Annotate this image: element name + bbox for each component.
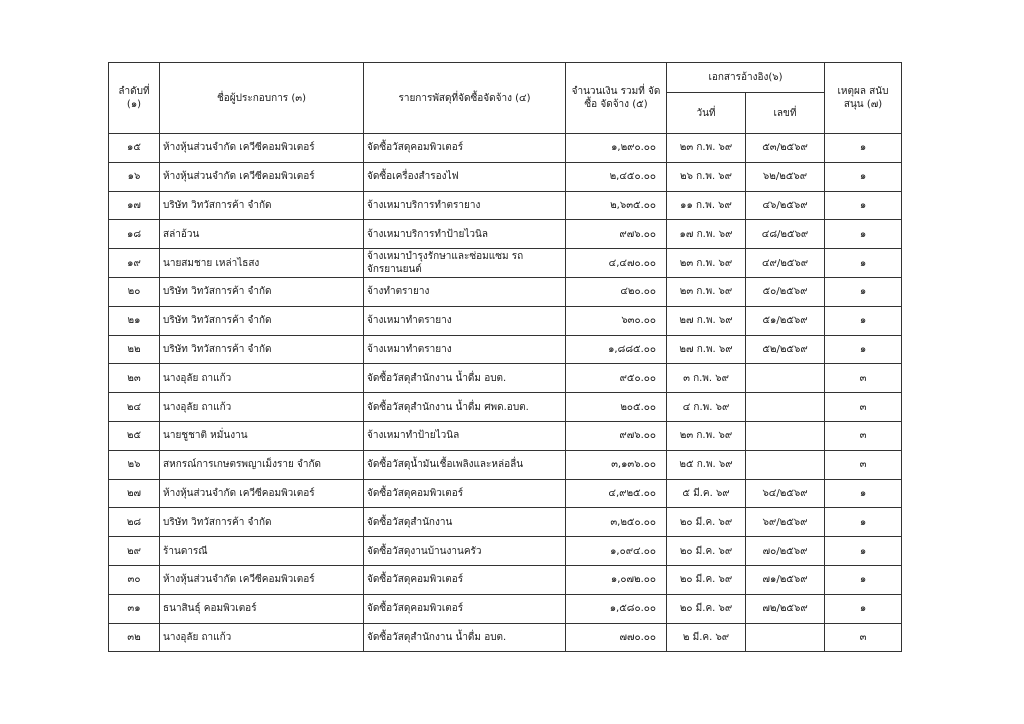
amount: ๑,๕๘๐.๐๐ xyxy=(566,594,667,623)
ref-number: ๖๒/๒๕๖๙ xyxy=(746,162,825,191)
ref-date: ๒๐ มี.ค. ๖๙ xyxy=(667,537,746,566)
reason-code: ๑ xyxy=(825,277,902,306)
amount: ๑,๐๙๔.๐๐ xyxy=(566,537,667,566)
vendor-name: ห้างหุ้นส่วนจำกัด เควีซีคอมพิวเตอร์ xyxy=(160,479,364,508)
ref-date: ๒๗ ก.พ. ๖๙ xyxy=(667,335,746,364)
amount: ๙๕๐.๐๐ xyxy=(566,364,667,393)
ref-number xyxy=(746,623,825,652)
amount: ๒๐๕.๐๐ xyxy=(566,393,667,422)
reason-code: ๑ xyxy=(825,306,902,335)
ref-number: ๖๔/๒๕๖๙ xyxy=(746,479,825,508)
table-row xyxy=(109,191,902,220)
item-description: จ้างทำตรายาง xyxy=(364,277,566,306)
item-description: จัดซื้อวัสดุคอมพิวเตอร์ xyxy=(364,479,566,508)
ref-date: ๒๓ ก.พ. ๖๙ xyxy=(667,421,746,450)
row-number: ๒๗ xyxy=(109,479,160,508)
header-no: ลำดับที่ (๑) xyxy=(109,63,160,134)
ref-date: ๒๕ ก.พ. ๖๙ xyxy=(667,450,746,479)
item-description: จัดซื้อวัสดุคอมพิวเตอร์ xyxy=(364,594,566,623)
table-row xyxy=(109,421,902,450)
reason-code: ๑ xyxy=(825,537,902,566)
procurement-table xyxy=(108,62,902,652)
reason-code: ๑ xyxy=(825,191,902,220)
row-number: ๒๘ xyxy=(109,508,160,537)
table-row xyxy=(109,479,902,508)
amount: ๙๗๖.๐๐ xyxy=(566,220,667,249)
amount: ๖๓๐.๐๐ xyxy=(566,306,667,335)
reason-code: ๑ xyxy=(825,162,902,191)
amount: ๒,๖๓๕.๐๐ xyxy=(566,191,667,220)
ref-number: ๕๐/๒๕๖๙ xyxy=(746,277,825,306)
ref-number xyxy=(746,421,825,450)
row-number: ๑๙ xyxy=(109,249,160,278)
item-description: จัดซื้อวัสดุสำนักงาน น้ำดื่ม ศพด.อบต. xyxy=(364,393,566,422)
ref-date: ๔ ก.พ. ๖๙ xyxy=(667,393,746,422)
row-number: ๑๘ xyxy=(109,220,160,249)
reason-code: ๑ xyxy=(825,220,902,249)
table-row xyxy=(109,277,902,306)
vendor-name: ธนาสินธุ์ คอมพิวเตอร์ xyxy=(160,594,364,623)
table-row xyxy=(109,537,902,566)
table-row xyxy=(109,220,902,249)
header-ref-no: เลขที่ xyxy=(746,93,825,134)
vendor-name: นายสมชาย เหล่าไธสง xyxy=(160,249,364,278)
row-number: ๒๐ xyxy=(109,277,160,306)
ref-date: ๒ มี.ค. ๖๙ xyxy=(667,623,746,652)
reason-code: ๑ xyxy=(825,594,902,623)
row-number: ๒๙ xyxy=(109,537,160,566)
reason-code: ๑ xyxy=(825,565,902,594)
vendor-name: นายชูชาติ หมั่นงาน xyxy=(160,421,364,450)
reason-code: ๑ xyxy=(825,249,902,278)
reason-code: ๑ xyxy=(825,134,902,163)
amount: ๓,๑๓๖.๐๐ xyxy=(566,450,667,479)
item-description: จ้างเหมาทำป้ายไวนิล xyxy=(364,421,566,450)
ref-number xyxy=(746,450,825,479)
table-row xyxy=(109,249,902,278)
header-reason: เหตุผล สนับ สนุน (๗) xyxy=(825,63,902,134)
amount: ๒,๔๕๐.๐๐ xyxy=(566,162,667,191)
reason-code: ๓ xyxy=(825,450,902,479)
table-row xyxy=(109,364,902,393)
item-description: จัดซื้อวัสดุงานบ้านงานครัว xyxy=(364,537,566,566)
amount: ๙๗๖.๐๐ xyxy=(566,421,667,450)
ref-date: ๒๓ ก.พ. ๖๙ xyxy=(667,277,746,306)
ref-date: ๓ ก.พ. ๖๙ xyxy=(667,364,746,393)
ref-number: ๔๘/๒๕๖๙ xyxy=(746,220,825,249)
vendor-name: ร้านดารณี xyxy=(160,537,364,566)
item-description: จ้างเหมาทำตรายาง xyxy=(364,335,566,364)
table-row xyxy=(109,623,902,652)
vendor-name: ห้างหุ้นส่วนจำกัด เควีซีคอมพิวเตอร์ xyxy=(160,565,364,594)
item-description: จ้างเหมาบำรุงรักษาและซ่อมแซม รถจักรยานยนต์ xyxy=(364,249,566,278)
ref-number xyxy=(746,393,825,422)
reason-code: ๑ xyxy=(825,479,902,508)
table-row xyxy=(109,306,902,335)
table-row xyxy=(109,508,902,537)
ref-date: ๒๐ มี.ค. ๖๙ xyxy=(667,594,746,623)
amount: ๓,๒๕๐.๐๐ xyxy=(566,508,667,537)
ref-number: ๖๙/๒๕๖๙ xyxy=(746,508,825,537)
amount: ๑,๘๘๕.๐๐ xyxy=(566,335,667,364)
amount: ๗๗๐.๐๐ xyxy=(566,623,667,652)
ref-number: ๕๓/๒๕๖๙ xyxy=(746,134,825,163)
ref-date: ๒๗ ก.พ. ๖๙ xyxy=(667,306,746,335)
row-number: ๓๐ xyxy=(109,565,160,594)
ref-date: ๒๐ มี.ค. ๖๙ xyxy=(667,565,746,594)
ref-number: ๕๑/๒๕๖๙ xyxy=(746,306,825,335)
item-description: จัดซื้อวัสดุสำนักงาน น้ำดื่ม อบต. xyxy=(364,364,566,393)
item-description: จัดซื้อวัสดุคอมพิวเตอร์ xyxy=(364,565,566,594)
vendor-name: บริษัท วิทวัสการค้า จำกัด xyxy=(160,335,364,364)
ref-date: ๑๗ ก.พ. ๖๙ xyxy=(667,220,746,249)
row-number: ๒๕ xyxy=(109,421,160,450)
vendor-name: นางอุลัย ถาแก้ว xyxy=(160,364,364,393)
ref-number: ๔๙/๒๕๖๙ xyxy=(746,249,825,278)
row-number: ๒๔ xyxy=(109,393,160,422)
row-number: ๑๖ xyxy=(109,162,160,191)
table-row xyxy=(109,594,902,623)
header-item: รายการพัสดุที่จัดซื้อจัดจ้าง (๔) xyxy=(364,63,566,134)
table-row xyxy=(109,162,902,191)
row-number: ๒๑ xyxy=(109,306,160,335)
row-number: ๒๓ xyxy=(109,364,160,393)
ref-date: ๑๑ ก.พ. ๖๙ xyxy=(667,191,746,220)
vendor-name: นางอุลัย ถาแก้ว xyxy=(160,623,364,652)
row-number: ๒๒ xyxy=(109,335,160,364)
ref-number: ๗๒/๒๕๖๙ xyxy=(746,594,825,623)
ref-date: ๒๓ ก.พ. ๖๙ xyxy=(667,249,746,278)
item-description: จ้างเหมาทำตรายาง xyxy=(364,306,566,335)
item-description: จัดซื้อวัสดุน้ำมันเชื้อเพลิงและหล่อลื่น xyxy=(364,450,566,479)
ref-number: ๔๖/๒๕๖๙ xyxy=(746,191,825,220)
vendor-name: ห้างหุ้นส่วนจำกัด เควีซีคอมพิวเตอร์ xyxy=(160,134,364,163)
amount: ๔,๙๒๕.๐๐ xyxy=(566,479,667,508)
ref-date: ๒๓ ก.พ. ๖๙ xyxy=(667,134,746,163)
ref-number xyxy=(746,364,825,393)
header-vendor: ชื่อผู้ประกอบการ (๓) xyxy=(160,63,364,134)
reason-code: ๓ xyxy=(825,421,902,450)
vendor-name: บริษัท วิทวัสการค้า จำกัด xyxy=(160,277,364,306)
header-ref: เอกสารอ้างอิง(๖) xyxy=(667,63,825,93)
reason-code: ๓ xyxy=(825,623,902,652)
table-body xyxy=(109,134,902,652)
ref-number: ๕๒/๒๕๖๙ xyxy=(746,335,825,364)
amount: ๑,๒๙๐.๐๐ xyxy=(566,134,667,163)
item-description: จัดซื้อวัสดุสำนักงาน xyxy=(364,508,566,537)
item-description: จ้างเหมาบริการทำป้ายไวนิล xyxy=(364,220,566,249)
vendor-name: นางอุลัย ถาแก้ว xyxy=(160,393,364,422)
item-description: จัดซื้อวัสดุคอมพิวเตอร์ xyxy=(364,134,566,163)
item-description: จัดซื้อเครื่องสำรองไฟ xyxy=(364,162,566,191)
reason-code: ๑ xyxy=(825,335,902,364)
row-number: ๑๕ xyxy=(109,134,160,163)
header-ref-date: วันที่ xyxy=(667,93,746,134)
vendor-name: บริษัท วิทวัสการค้า จำกัด xyxy=(160,191,364,220)
vendor-name: บริษัท วิทวัสการค้า จำกัด xyxy=(160,306,364,335)
row-number: ๑๗ xyxy=(109,191,160,220)
header-amount: จำนวนเงิน รวมที่ จัดซื้อ จัดจ้าง (๕) xyxy=(566,63,667,134)
item-description: จ้างเหมาบริการทำตรายาง xyxy=(364,191,566,220)
ref-number: ๗๐/๒๕๖๙ xyxy=(746,537,825,566)
table-row xyxy=(109,565,902,594)
vendor-name: บริษัท วิทวัสการค้า จำกัด xyxy=(160,508,364,537)
amount: ๔,๔๗๐.๐๐ xyxy=(566,249,667,278)
table-row xyxy=(109,450,902,479)
vendor-name: สหกรณ์การเกษตรพญาเม็งราย จำกัด xyxy=(160,450,364,479)
vendor-name: ห้างหุ้นส่วนจำกัด เควีซีคอมพิวเตอร์ xyxy=(160,162,364,191)
reason-code: ๓ xyxy=(825,393,902,422)
table-row xyxy=(109,134,902,163)
reason-code: ๑ xyxy=(825,508,902,537)
row-number: ๓๑ xyxy=(109,594,160,623)
vendor-name: สล่าอ้วน xyxy=(160,220,364,249)
ref-number: ๗๑/๒๕๖๙ xyxy=(746,565,825,594)
amount: ๔๒๐.๐๐ xyxy=(566,277,667,306)
ref-date: ๒๐ มี.ค. ๖๙ xyxy=(667,508,746,537)
amount: ๑,๐๗๒.๐๐ xyxy=(566,565,667,594)
table-row xyxy=(109,335,902,364)
item-description: จัดซื้อวัสดุสำนักงาน น้ำดื่ม อบต. xyxy=(364,623,566,652)
row-number: ๓๒ xyxy=(109,623,160,652)
row-number: ๒๖ xyxy=(109,450,160,479)
reason-code: ๓ xyxy=(825,364,902,393)
table-row xyxy=(109,393,902,422)
ref-date: ๕ มี.ค. ๖๙ xyxy=(667,479,746,508)
ref-date: ๒๖ ก.พ. ๖๙ xyxy=(667,162,746,191)
